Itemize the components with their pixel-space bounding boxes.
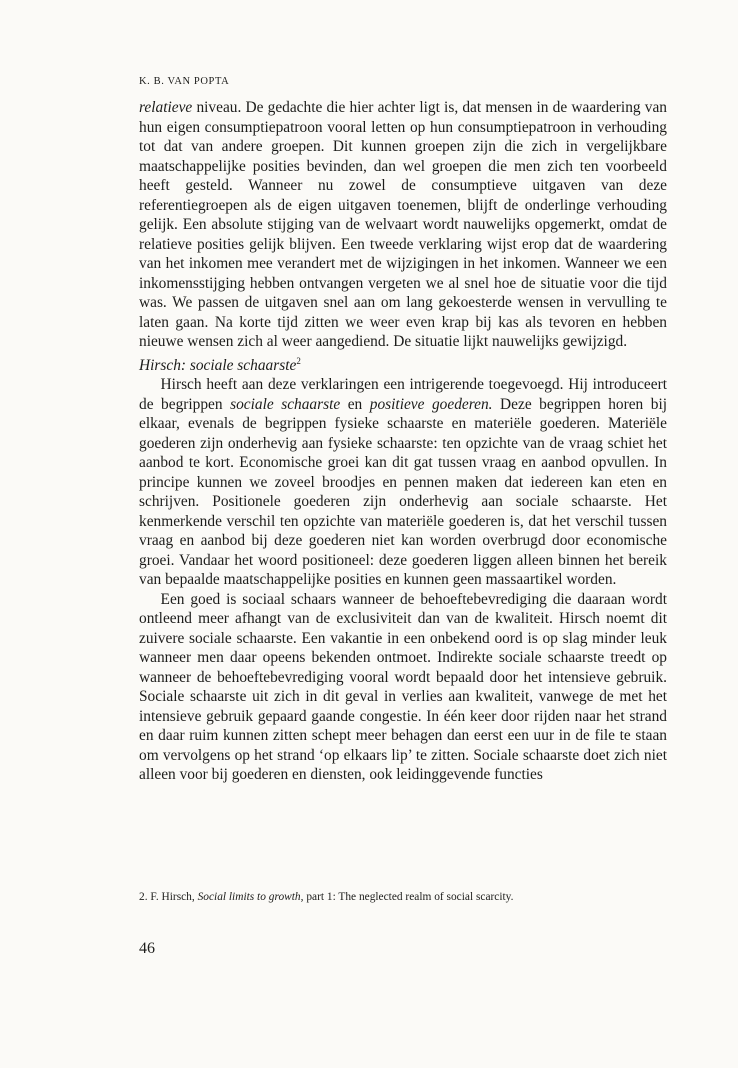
footnote [139,891,667,903]
footnote-title: Social limits to growth, [197,891,304,903]
footnote-text: part 1: The neglected realm of social scarcity. [303,891,514,903]
paragraph-text: niveau. De gedachte die hier achter ligt is, dat mensen in de waardering van hun eigen consumptiepatroon vooral letten op hun consumptiepatroon in verhouding tot dat van andere groepen. Dit kunnen groepen zijn die zich in vergelijkbare maatschappelijke posities bevinden, dan wel groepen die men zich ten voorbeeld heeft gesteld. Wanneer nu zowel de consumptieve uitgaven van deze referentiegroepen als de eigen uitgaven toenemen, blijft de onderlinge verhouding gelijk. Een absolute stijging van de welvaart wordt nauwelijks opgemerkt, omdat de relatieve posities gelijk blijven. Een tweede verklaring wijst erop dat de waardering van het inkomen mee verandert met de wijzigingen in het inkomen. Wanneer we een inkomensstijging hebben ontvangen vergeten we al snel hoe de situatie voor die tijd was. We passen de uitgaven snel aan om lang gekoesterde wensen in vervulling te laten gaan. Na korte tijd zitten we weer even krap bij kas als tevoren en hebben nieuwe wensen zich al weer aangediend. De situatie lijkt nauwelijks gewijzigd. [139,99,667,350]
page-number: 46 [139,940,155,957]
body-text [139,98,667,785]
footnote-ref: 2 [296,355,301,366]
paragraph-text: en [340,395,370,413]
section-heading-text: Hirsch: sociale schaarste [139,356,297,374]
footnote-text: 2. F. Hirsch, [139,891,198,903]
paragraph-continuation [139,98,667,352]
section-heading [139,352,667,376]
paragraph-text: Deze begrippen horen bij elkaar, evenals de begrippen fysieke schaarste en materiële goederen. Materiële goederen zijn onderhevig aan fysieke schaarste: ten opzichte van de vraag schiet het aanbod te kort. Economische groei kan dit gat tussen vraag en aanbod opvullen. In principe kunnen we zoveel broodjes en pennen maken dat iedereen kan eten en schrijven. Positionele goederen zijn onderhevig aan sociale schaarste. Het kenmerkende verschil ten opzichte van materiële goederen is, dat het verschil tussen vraag en aanbod bij deze goederen niet kan worden overbrugd door economische groei. Vandaar het woord positioneel: deze goederen liggen alleen binnen het bereik van bepaalde maatschappelijke posities en kunnen geen massaartikel worden. [139,395,668,588]
italic-term: relatieve [139,99,193,116]
paragraph: Een goed is sociaal schaars wanneer de behoeftebevrediging die daaraan wordt ontleend meer afhangt van de exclusiviteit dan van de kwaliteit. Hirsch noemt dit zuivere sociale schaarste. Een vakantie in een onbekend oord is op slag minder leuk wanneer men daar opeens bekenden ontmoet. Indirekte sociale schaarste treedt op wanneer de behoeftebevrediging vooral wordt bepaald door het intensieve gebruik. Sociale schaarste uit zich in dit geval in verlies aan kwaliteit, vanwege de met het intensieve gebruik gepaard gaande congestie. In één keer door rijden naar het strand en daar ruim kunnen zitten schept meer behagen dan eerst een uur in de file te staan om vervolgens op het strand ‘op elkaars lip’ te zitten. Sociale schaarste doet zich niet alleen voor bij goederen en diensten, ook leidinggevende functies [139,590,667,783]
paragraph [139,375,667,590]
running-head: K. B. VAN POPTA [139,76,230,87]
italic-term: sociale schaarste [230,395,341,413]
paragraph-text: Hirsch heeft aan deze verklaringen een intrigerende toegevoegd. Hij introduceert de begrippen [139,376,667,413]
italic-term: positieve goederen. [369,395,493,413]
